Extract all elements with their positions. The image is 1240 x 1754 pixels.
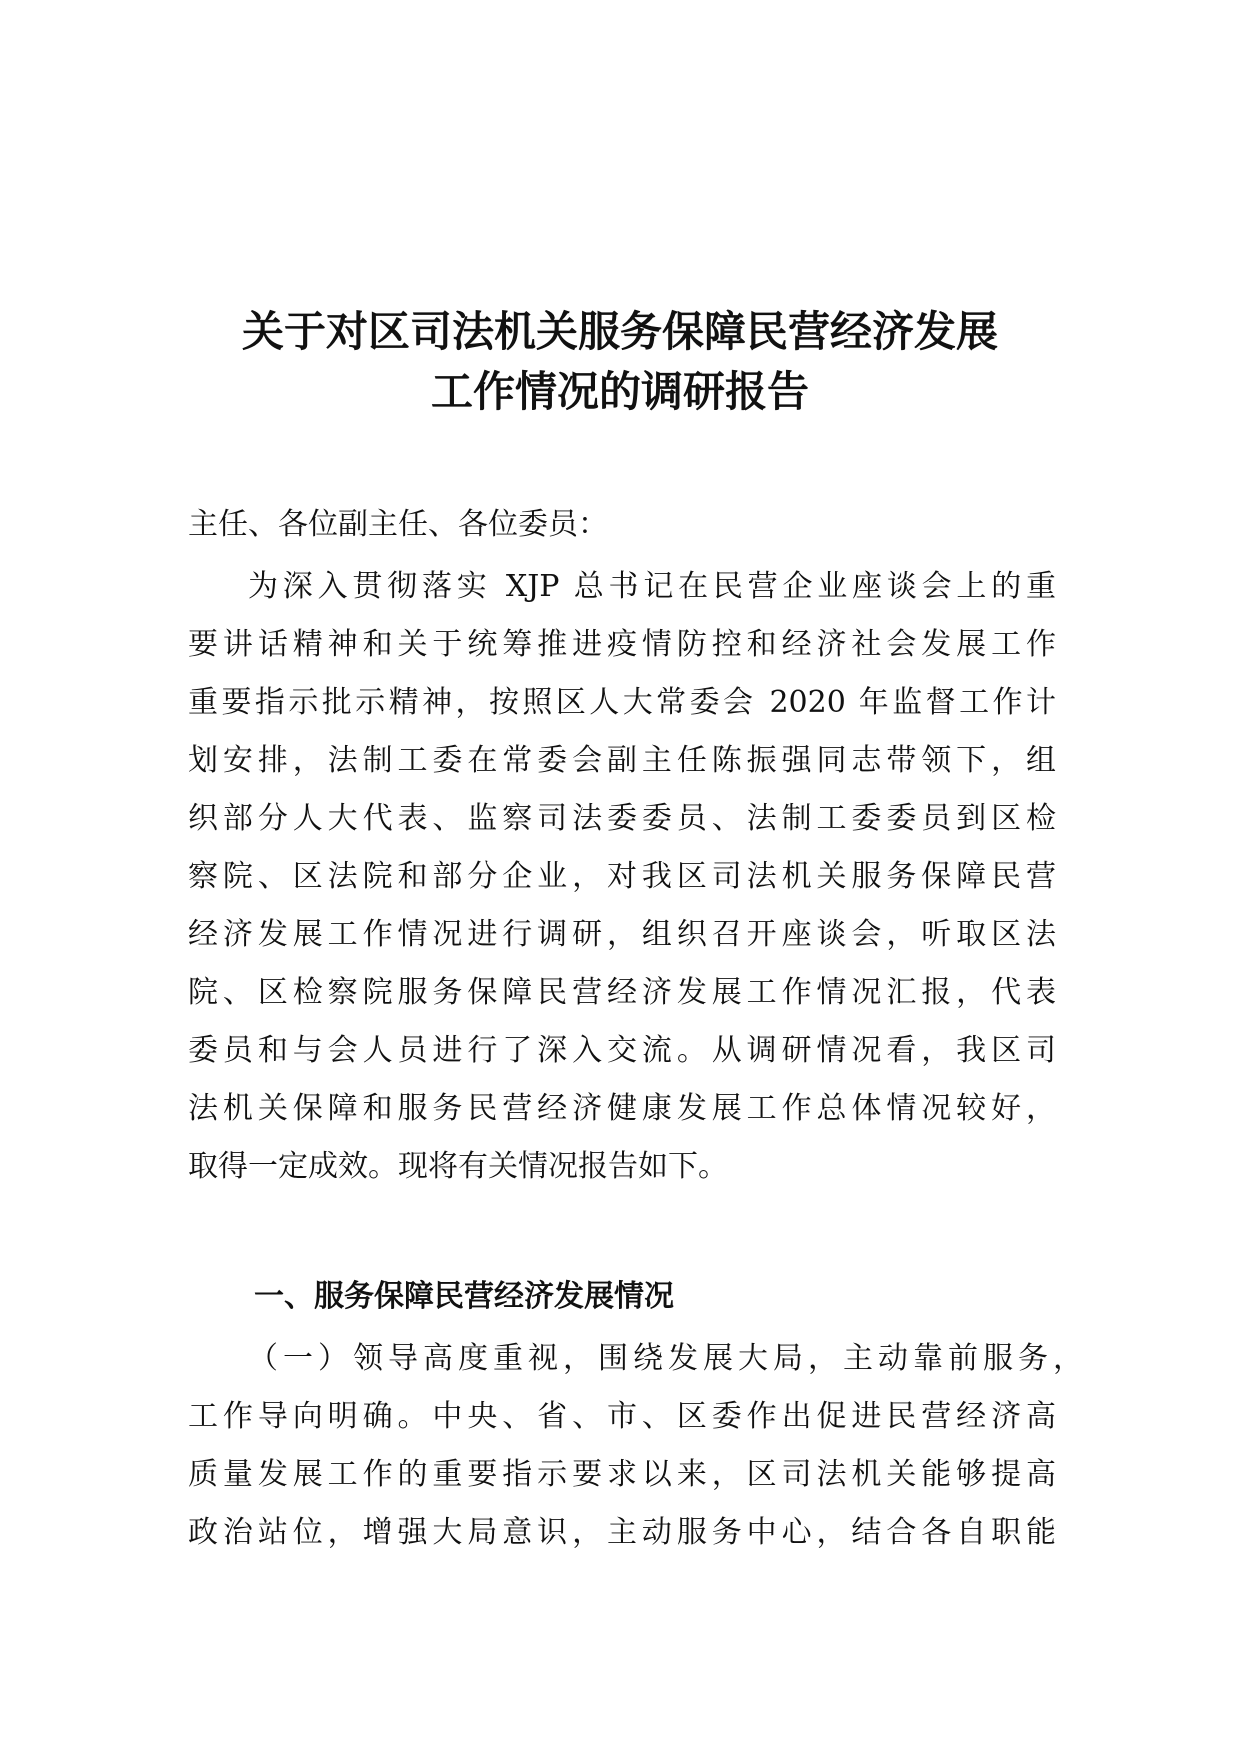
intro-line: 划安排，法制工委在常委会副主任陈振强同志带领下，组 <box>188 743 1056 778</box>
intro-line: 为深入贯彻落实 XJP 总书记在民营企业座谈会上的重 <box>248 569 1056 604</box>
section-1-line: 质量发展工作的重要指示要求以来，区司法机关能够提高 <box>188 1457 1056 1492</box>
salutation: 主任、各位副主任、各位委员： <box>188 507 608 542</box>
section-1-heading: 一、服务保障民营经济发展情况 <box>254 1279 674 1314</box>
section-1-line: 工作导向明确。中央、省、市、区委作出促进民营经济高 <box>188 1399 1056 1434</box>
intro-line: 经济发展工作情况进行调研，组织召开座谈会，听取区法 <box>188 917 1056 952</box>
intro-line: 要讲话精神和关于统筹推进疫情防控和经济社会发展工作 <box>188 627 1056 662</box>
intro-line: 院、区检察院服务保障民营经济发展工作情况汇报，代表 <box>188 975 1056 1010</box>
document-title-line-1: 关于对区司法机关服务保障民营经济发展 <box>241 307 998 356</box>
document-title-line-2: 工作情况的调研报告 <box>430 367 809 416</box>
intro-line: 委员和与会人员进行了深入交流。从调研情况看，我区司 <box>188 1033 1056 1068</box>
section-1-line: （一）领导高度重视，围绕发展大局，主动靠前服务， <box>248 1341 1083 1376</box>
intro-line: 织部分人大代表、监察司法委委员、法制工委委员到区检 <box>188 801 1056 836</box>
intro-line: 察院、区法院和部分企业，对我区司法机关服务保障民营 <box>188 859 1056 894</box>
intro-line: 重要指示批示精神，按照区人大常委会 2020 年监督工作计 <box>188 685 1056 720</box>
section-1-line: 政治站位，增强大局意识，主动服务中心，结合各自职能 <box>188 1515 1056 1550</box>
intro-line: 法机关保障和服务民营经济健康发展工作总体情况较好， <box>188 1091 1056 1126</box>
intro-line: 取得一定成效。现将有关情况报告如下。 <box>188 1149 728 1184</box>
